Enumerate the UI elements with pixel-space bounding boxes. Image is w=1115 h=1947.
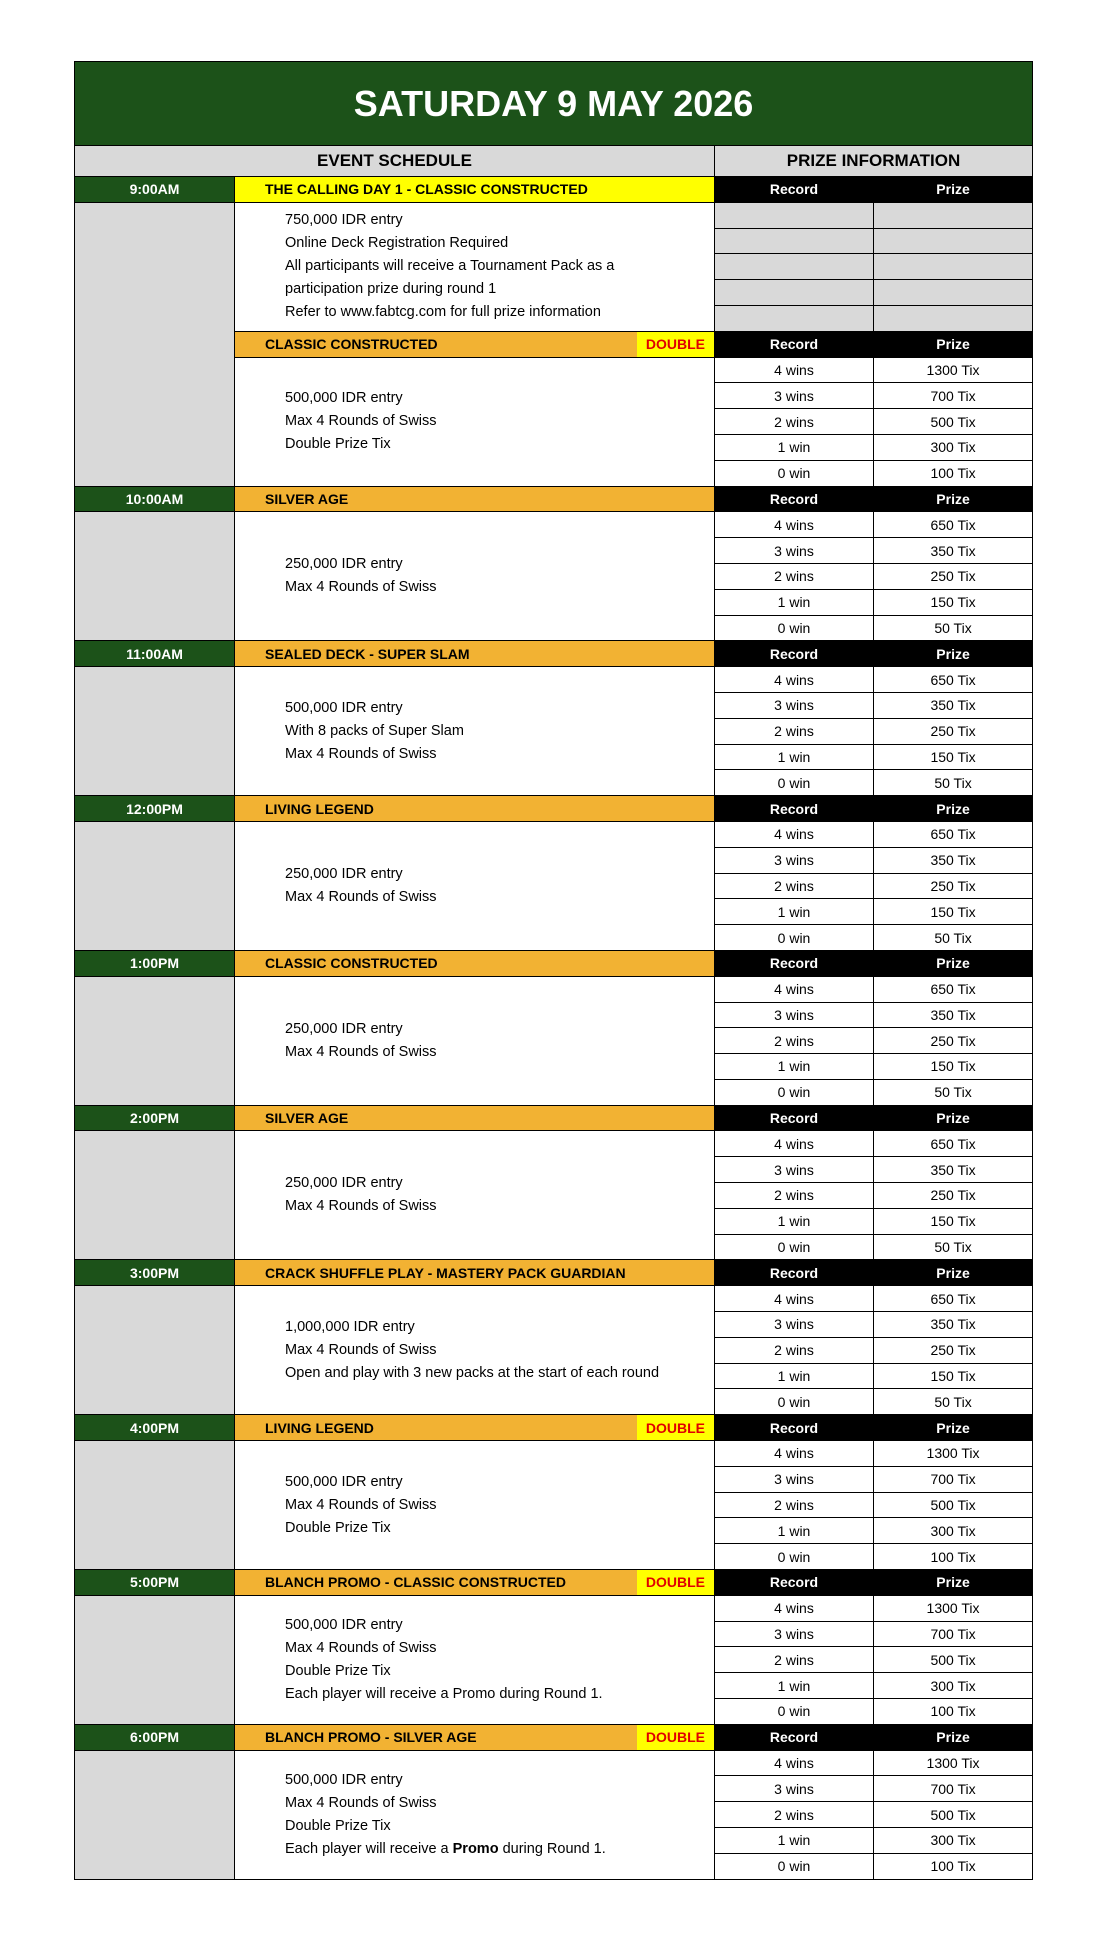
double-badge: DOUBLE — [637, 1570, 714, 1595]
description-line: Max 4 Rounds of Swiss — [285, 1341, 437, 1358]
record-cell: 0 win — [715, 1234, 874, 1260]
schedule-sheet — [74, 61, 1032, 1880]
record-cell: 1 win — [715, 744, 874, 770]
double-badge: DOUBLE — [637, 1725, 714, 1750]
prize-cell: 250 Tix — [874, 873, 1033, 899]
time-column-filler — [75, 512, 235, 641]
prize-cell: 50 Tix — [874, 1234, 1033, 1260]
record-cell: 3 wins — [715, 538, 874, 564]
record-cell: 4 wins — [715, 1750, 874, 1776]
prize-cell: 650 Tix — [874, 1131, 1033, 1157]
prize-row — [75, 1286, 1033, 1312]
record-cell: 1 win — [715, 899, 874, 925]
description-line: Double Prize Tix — [285, 1662, 391, 1679]
prize-cell: 300 Tix — [874, 1828, 1033, 1854]
prize-cell: 350 Tix — [874, 538, 1033, 564]
prize-column-header: Prize — [874, 1105, 1033, 1131]
event-name — [235, 1724, 715, 1750]
record-cell: 2 wins — [715, 1183, 874, 1209]
record-cell: 1 win — [715, 1828, 874, 1854]
event-header-row — [75, 177, 1033, 203]
record-cell: 2 wins — [715, 718, 874, 744]
record-column-header: Record — [715, 177, 874, 203]
record-cell: 2 wins — [715, 1802, 874, 1828]
event-header-row — [75, 641, 1033, 667]
record-cell: 2 wins — [715, 1028, 874, 1054]
prize-cell: 50 Tix — [874, 770, 1033, 796]
prize-cell: 1300 Tix — [874, 1441, 1033, 1467]
description-line: 250,000 IDR entry — [285, 865, 403, 882]
record-column-header: Record — [715, 331, 874, 357]
prize-column-header: Prize — [874, 796, 1033, 822]
prize-cell: 150 Tix — [874, 589, 1033, 615]
prize-cell: 350 Tix — [874, 1157, 1033, 1183]
prize-cell: 50 Tix — [874, 1079, 1033, 1105]
description-line: Max 4 Rounds of Swiss — [285, 1496, 437, 1513]
event-name — [235, 1570, 715, 1596]
event-description — [235, 1441, 715, 1570]
event-name: SILVER AGE — [235, 486, 715, 512]
prize-row — [75, 1750, 1033, 1776]
record-column-header: Record — [715, 1260, 874, 1286]
record-column-header: Record — [715, 1570, 874, 1596]
description-line: 500,000 IDR entry — [285, 1616, 403, 1633]
prize-cell — [874, 254, 1033, 280]
record-cell: 4 wins — [715, 976, 874, 1002]
time-column-filler — [75, 202, 235, 486]
event-description — [235, 667, 715, 796]
prize-cell: 500 Tix — [874, 409, 1033, 435]
record-cell: 1 win — [715, 1673, 874, 1699]
record-cell — [715, 202, 874, 228]
prize-cell: 300 Tix — [874, 434, 1033, 460]
prize-cell: 700 Tix — [874, 1466, 1033, 1492]
description-line: Each player will receive a Promo during Round 1. — [285, 1685, 603, 1702]
record-cell: 0 win — [715, 460, 874, 486]
prize-column-header: Prize — [874, 950, 1033, 976]
prize-cell: 500 Tix — [874, 1492, 1033, 1518]
double-badge: DOUBLE — [637, 1415, 714, 1440]
record-cell: 2 wins — [715, 873, 874, 899]
event-time: 3:00PM — [75, 1260, 235, 1286]
record-cell: 2 wins — [715, 563, 874, 589]
prize-cell: 350 Tix — [874, 1312, 1033, 1338]
time-column-filler — [75, 1286, 235, 1415]
record-cell: 4 wins — [715, 512, 874, 538]
description-line: Max 4 Rounds of Swiss — [285, 888, 437, 905]
event-time: 5:00PM — [75, 1570, 235, 1596]
record-cell: 1 win — [715, 1208, 874, 1234]
prize-row — [75, 976, 1033, 1002]
record-cell: 0 win — [715, 1079, 874, 1105]
event-description — [235, 202, 715, 331]
event-time: 10:00AM — [75, 486, 235, 512]
prize-cell — [874, 280, 1033, 306]
description-line: Max 4 Rounds of Swiss — [285, 745, 437, 762]
prize-cell: 250 Tix — [874, 1183, 1033, 1209]
prize-row — [75, 667, 1033, 693]
prize-column-header: Prize — [874, 1570, 1033, 1596]
event-header-row — [75, 1105, 1033, 1131]
event-description — [235, 821, 715, 950]
prize-row — [75, 1441, 1033, 1467]
event-description — [235, 357, 715, 486]
record-cell: 0 win — [715, 1853, 874, 1879]
prize-cell — [874, 305, 1033, 331]
record-cell: 2 wins — [715, 1337, 874, 1363]
prize-column-header: Prize — [874, 486, 1033, 512]
prize-cell: 150 Tix — [874, 899, 1033, 925]
event-header-row — [75, 1570, 1033, 1596]
description-line: Max 4 Rounds of Swiss — [285, 1639, 437, 1656]
page-title: SATURDAY 9 MAY 2026 — [75, 62, 1033, 146]
description-line: 500,000 IDR entry — [285, 1473, 403, 1490]
record-cell: 0 win — [715, 1544, 874, 1570]
event-name: LIVING LEGEND — [235, 796, 715, 822]
time-column-filler — [75, 1441, 235, 1570]
event-schedule-header: EVENT SCHEDULE — [75, 146, 715, 177]
event-name-label: CLASSIC CONSTRUCTED — [265, 336, 438, 353]
event-time: 2:00PM — [75, 1105, 235, 1131]
event-name-label: BLANCH PROMO - CLASSIC CONSTRUCTED — [265, 1574, 566, 1591]
prize-cell: 650 Tix — [874, 512, 1033, 538]
prize-row — [75, 821, 1033, 847]
event-name: SILVER AGE — [235, 1105, 715, 1131]
event-header-row — [75, 796, 1033, 822]
event-time: 9:00AM — [75, 177, 235, 203]
record-column-header: Record — [715, 486, 874, 512]
event-name-label: BLANCH PROMO - SILVER AGE — [265, 1729, 477, 1746]
record-cell: 3 wins — [715, 1621, 874, 1647]
event-time: 6:00PM — [75, 1724, 235, 1750]
record-cell: 1 win — [715, 434, 874, 460]
prize-cell: 250 Tix — [874, 1028, 1033, 1054]
record-cell: 3 wins — [715, 1157, 874, 1183]
event-name: SEALED DECK - SUPER SLAM — [235, 641, 715, 667]
prize-cell — [874, 202, 1033, 228]
event-header-row — [75, 950, 1033, 976]
description-line: Max 4 Rounds of Swiss — [285, 413, 437, 430]
record-cell: 3 wins — [715, 847, 874, 873]
event-header-row — [75, 1415, 1033, 1441]
event-header-row — [75, 486, 1033, 512]
record-column-header: Record — [715, 641, 874, 667]
description-text: Each player will receive a — [285, 1840, 453, 1857]
description-line: 250,000 IDR entry — [285, 1175, 403, 1192]
record-cell: 3 wins — [715, 1002, 874, 1028]
record-column-header: Record — [715, 1724, 874, 1750]
prize-column-header: Prize — [874, 1415, 1033, 1441]
prize-column-header: Prize — [874, 641, 1033, 667]
record-column-header: Record — [715, 796, 874, 822]
description-line — [285, 1838, 714, 1861]
event-header-row — [75, 1724, 1033, 1750]
description-line: participation prize during round 1 — [285, 281, 497, 298]
record-cell: 3 wins — [715, 383, 874, 409]
description-line: 250,000 IDR entry — [285, 1020, 403, 1037]
description-line: Double Prize Tix — [285, 1519, 391, 1536]
prize-cell: 1300 Tix — [874, 1595, 1033, 1621]
record-cell: 0 win — [715, 615, 874, 641]
record-column-header: Record — [715, 1105, 874, 1131]
description-line: With 8 packs of Super Slam — [285, 722, 464, 739]
description-line: Double Prize Tix — [285, 436, 391, 453]
event-name — [235, 331, 715, 357]
record-cell: 0 win — [715, 770, 874, 796]
prize-cell: 350 Tix — [874, 692, 1033, 718]
description-line: Open and play with 3 new packs at the start of each round — [285, 1364, 660, 1381]
prize-row — [75, 512, 1033, 538]
double-badge: DOUBLE — [637, 332, 714, 357]
time-column-filler — [75, 821, 235, 950]
prize-column-header: Prize — [874, 331, 1033, 357]
prize-cell: 1300 Tix — [874, 357, 1033, 383]
prize-cell: 300 Tix — [874, 1673, 1033, 1699]
description-line: 1,000,000 IDR entry — [285, 1318, 415, 1335]
prize-column-header: Prize — [874, 1724, 1033, 1750]
event-description — [235, 1286, 715, 1415]
event-name-label: LIVING LEGEND — [265, 1419, 374, 1436]
event-description — [235, 512, 715, 641]
prize-cell: 250 Tix — [874, 718, 1033, 744]
prize-column-header: Prize — [874, 1260, 1033, 1286]
prize-cell: 100 Tix — [874, 1853, 1033, 1879]
event-name: CRACK SHUFFLE PLAY - MASTERY PACK GUARDIAN — [235, 1260, 715, 1286]
event-description — [235, 1750, 715, 1879]
description-text: during Round 1. — [498, 1840, 606, 1857]
prize-cell: 700 Tix — [874, 1776, 1033, 1802]
record-cell: 0 win — [715, 1699, 874, 1725]
record-cell: 4 wins — [715, 1441, 874, 1467]
prize-row — [75, 202, 1033, 228]
prize-cell: 150 Tix — [874, 1054, 1033, 1080]
prize-cell: 50 Tix — [874, 925, 1033, 951]
record-cell: 1 win — [715, 1363, 874, 1389]
prize-column-header: Prize — [874, 177, 1033, 203]
event-description — [235, 1595, 715, 1724]
prize-cell: 650 Tix — [874, 976, 1033, 1002]
prize-cell: 100 Tix — [874, 1699, 1033, 1725]
description-line: 750,000 IDR entry — [285, 212, 403, 229]
prize-cell: 250 Tix — [874, 563, 1033, 589]
record-cell — [715, 228, 874, 254]
event-name: CLASSIC CONSTRUCTED — [235, 950, 715, 976]
record-cell: 3 wins — [715, 692, 874, 718]
description-line: Refer to www.fabtcg.com for full prize information — [285, 304, 601, 321]
prize-cell: 100 Tix — [874, 460, 1033, 486]
time-column-filler — [75, 667, 235, 796]
record-cell: 4 wins — [715, 1286, 874, 1312]
record-cell: 1 win — [715, 1054, 874, 1080]
event-description — [235, 1131, 715, 1260]
prize-cell: 700 Tix — [874, 383, 1033, 409]
record-cell: 1 win — [715, 589, 874, 615]
prize-cell: 150 Tix — [874, 1208, 1033, 1234]
record-cell: 4 wins — [715, 821, 874, 847]
description-emphasis: Promo — [452, 1840, 499, 1857]
prize-cell: 1300 Tix — [874, 1750, 1033, 1776]
event-time: 11:00AM — [75, 641, 235, 667]
event-description — [235, 976, 715, 1105]
prize-cell: 250 Tix — [874, 1337, 1033, 1363]
prize-cell: 350 Tix — [874, 847, 1033, 873]
prize-cell: 150 Tix — [874, 1363, 1033, 1389]
record-cell: 4 wins — [715, 357, 874, 383]
description-line: Max 4 Rounds of Swiss — [285, 1794, 437, 1811]
record-column-header: Record — [715, 1415, 874, 1441]
prize-cell: 650 Tix — [874, 667, 1033, 693]
event-time: 1:00PM — [75, 950, 235, 976]
prize-cell: 100 Tix — [874, 1544, 1033, 1570]
record-cell: 3 wins — [715, 1312, 874, 1338]
prize-row — [75, 1595, 1033, 1621]
prize-cell: 650 Tix — [874, 1286, 1033, 1312]
description-line: 250,000 IDR entry — [285, 556, 403, 573]
time-column-filler — [75, 1595, 235, 1724]
description-line: Max 4 Rounds of Swiss — [285, 1198, 437, 1215]
record-cell: 4 wins — [715, 667, 874, 693]
description-line: 500,000 IDR entry — [285, 1771, 403, 1788]
description-line: Online Deck Registration Required — [285, 235, 509, 252]
prize-row — [75, 1131, 1033, 1157]
time-column-filler — [75, 976, 235, 1105]
description-line: 500,000 IDR entry — [285, 390, 403, 407]
record-cell: 4 wins — [715, 1131, 874, 1157]
event-header-row — [75, 1260, 1033, 1286]
prize-cell: 50 Tix — [874, 615, 1033, 641]
event-name — [235, 1415, 715, 1441]
record-cell: 0 win — [715, 1389, 874, 1415]
description-line: Max 4 Rounds of Swiss — [285, 1043, 437, 1060]
record-cell — [715, 254, 874, 280]
prize-cell: 500 Tix — [874, 1802, 1033, 1828]
event-time: 12:00PM — [75, 796, 235, 822]
schedule-table — [74, 61, 1033, 1880]
prize-cell: 300 Tix — [874, 1518, 1033, 1544]
event-time: 4:00PM — [75, 1415, 235, 1441]
prize-cell: 50 Tix — [874, 1389, 1033, 1415]
prize-cell: 700 Tix — [874, 1621, 1033, 1647]
record-cell: 0 win — [715, 925, 874, 951]
event-name: THE CALLING DAY 1 - CLASSIC CONSTRUCTED — [235, 177, 715, 203]
prize-cell: 650 Tix — [874, 821, 1033, 847]
prize-cell: 350 Tix — [874, 1002, 1033, 1028]
record-cell — [715, 280, 874, 306]
time-column-filler — [75, 1750, 235, 1879]
prize-cell: 500 Tix — [874, 1647, 1033, 1673]
record-cell: 3 wins — [715, 1466, 874, 1492]
prize-cell: 150 Tix — [874, 744, 1033, 770]
record-cell: 3 wins — [715, 1776, 874, 1802]
description-line: Double Prize Tix — [285, 1817, 391, 1834]
record-cell: 2 wins — [715, 1492, 874, 1518]
record-cell — [715, 305, 874, 331]
description-line: 500,000 IDR entry — [285, 699, 403, 716]
record-column-header: Record — [715, 950, 874, 976]
prize-cell — [874, 228, 1033, 254]
prize-information-header: PRIZE INFORMATION — [715, 146, 1033, 177]
record-cell: 4 wins — [715, 1595, 874, 1621]
description-line: Max 4 Rounds of Swiss — [285, 579, 437, 596]
time-column-filler — [75, 1131, 235, 1260]
record-cell: 1 win — [715, 1518, 874, 1544]
record-cell: 2 wins — [715, 409, 874, 435]
record-cell: 2 wins — [715, 1647, 874, 1673]
description-line: All participants will receive a Tournament Pack as a — [285, 258, 615, 275]
